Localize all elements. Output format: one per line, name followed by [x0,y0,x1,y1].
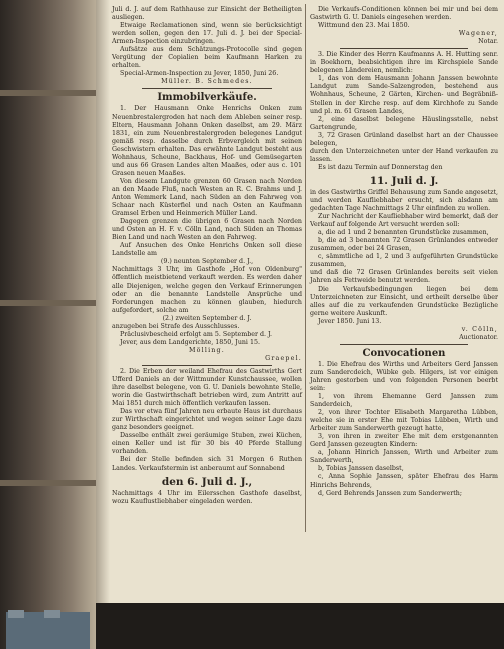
text-paragraph: Zur Nachricht der Kaufliebhaber wird bemerkt, daß der Verkauf auf folgende Art versucht werden soll: [310,213,498,229]
text-paragraph: Jever 1850. Juni 13. [318,317,382,325]
text-paragraph: 3, von ihren in zweiter Ehe mit dem erstgenannten Gerd Janssen gezeugten Kindern: [310,433,498,449]
text-paragraph: 1. Die Ehefrau des Wirths und Arbeiters Gerd Janssen zum Sandercdeich, Wübke geb. Hilgers, ist vor einigen Jahren gestorben und von folgenden Personen beerbt sein: [310,360,498,392]
separator-rule [340,48,468,49]
folder-tab [8,610,24,618]
text-paragraph: a, Johann Hinrich Janssen, Wirth und Arbeiter zum Sanderwerth, [310,449,498,465]
folder-tab [44,610,60,618]
text-paragraph: v. Cölln, [461,325,498,333]
text-paragraph: 1, von ihrem Ehemanne Gerd Janssen zum Sanderdeich, [310,393,498,409]
text-paragraph: 2, eine daselbst belegene Häuslingsstelle, nebst Gartengrunde, [310,115,498,131]
newspaper-page [96,0,504,649]
column-divider [305,4,306,532]
text-paragraph: Bei der Stelle befinden sich 31 Morgen 6 Ruthen Landes. Verkaufstermin ist anberaumt auf Sonnabend [112,456,302,472]
text-paragraph: (9.) neunten September d. J., [160,258,254,266]
text-paragraph: Präclusivbescheid erfolgt am 5. September d. J. [120,330,273,338]
book-spine [0,0,96,649]
text-paragraph: Juli d. J. auf dem Rathhause zur Einsicht der Betheiligten ausliegen. [112,6,302,22]
text-paragraph: Aufsätze aus dem Schätzungs-Protocolle sind gegen Vergütung der Copialien beim Kaufmann Harken zu erhalten. [112,46,302,70]
text-paragraph: 3. Die Kinder des Herrn Kaufmanns A. H. Hutting senr. in Boekhorn, beabsichtigen ihre im Kirchspiele Sande belegenen Ländereien, nemlich: [310,51,498,75]
text-paragraph: Dagegen grenzen die übrigen 6 Grasen nach Norden und Osten an H. F. v. Cölln Land, nach Süden an Thomas Bien Land und nach Westen an den Fahrweg. [112,218,302,242]
text-paragraph: b, Tobias Janssen daselbst, [318,465,404,473]
text-paragraph: Special-Armen-Inspection zu Jever, 1850, Juni 26. [120,70,279,78]
text-paragraph: Das vor etwa fünf Jahren neu erbaute Haus ist durchaus zur Wirthschaft eingerichtet und wegen seiner Lage dazu ganz besonders geeignet. [112,408,302,432]
text-paragraph: in des Gastwirths Griffel Behausung zum Sande angesetzt, und werden Kaufliebhaber ersucht, sich alsdann am gedachten Tage Nachmittags 2 Uhr einfinden zu wollen. [310,188,498,213]
text-paragraph: und daß die 72 Grasen Grünlandes bereits seit vielen Jahren als Fettweide benutzt werden. [310,269,498,285]
separator-rule [142,88,272,89]
text-paragraph: (2.) zweiten September d. J. [162,314,252,322]
section-heading: den 6. Juli d. J., [161,475,253,488]
separator-rule [340,344,468,345]
text-paragraph: d, Gerd Behrends Janssen zum Sanderwerth; [318,489,462,497]
text-paragraph: Es ist dazu Termin auf Donnerstag den [318,163,443,171]
text-paragraph: Etwaige Reclamationen sind, wenn sie berücksichtigt werden sollen, gegen den 17. Juli d. J. bei der Special-Armen-Inspection einzubringen. [112,22,302,46]
scanner-background [96,603,504,649]
right-column [310,6,498,498]
text-paragraph: Jever, aus dem Landgerichte, 1850, Juni 15. [120,338,260,346]
text-paragraph: durch den Unterzeichneten unter der Hand verkaufen zu lassen. [310,147,498,163]
text-paragraph: c, Anna Sophie Janssen, später Ehefrau des Harm Hinrichs Behrends, [310,473,498,489]
text-paragraph: 3, 72 Grasen Grünland daselbst hart an der Chaussee belegen, [310,131,498,147]
text-paragraph: Auctionator. [459,333,498,341]
separator-rule [142,365,272,366]
text-paragraph: Wittmund den 23. Mai 1850. [318,22,410,30]
text-paragraph: anzugeben bei Strafe des Ausschlusses. [112,322,240,330]
text-paragraph: Notar. [478,38,498,46]
text-paragraph: Von diesem Landgute grenzen 60 Grasen nach Norden an den Maade Fluß, nach Westen an R. C. Brahms und J. Anton Wemmerk Land, nach Süden an den Fahrweg von Schaar nach Küsterfiel und nach Osten an Kaufmann Gramsel Erben und Heinmerich Müller Land. [112,177,302,218]
left-column [112,6,302,506]
text-paragraph: a, die ad 1 und 2 benannten Grundstücke zusammen, [318,229,489,237]
text-paragraph: Die Verkaufsbedingungen liegen bei dem Unterzeichneten zur Einsicht, und ertheilt derselbe über alles auf die zu verkaufenden Grundstücke Bezügliche gerne weitere Auskunft. [310,285,498,317]
text-paragraph: 1, das von dem Hausmann Johann Janssen bewohnte Landgut zum Sande-Salzengroden, bestehend aus Wohnhaus, Scheune, 2 Gärten, Kirchen- und Begräbniß-Stellen in der Kirche resp. auf dem Kirchhofe zu Sande und pl. m. 61 Grasen Landes, [310,75,498,115]
text-paragraph: Auf Ansuchen des Onke Henrichs Onken soll diese Landstelle am [112,242,302,258]
text-paragraph: 2, von ihrer Tochter Elisabeth Margaretha Lübben, welche sie in erster Ehe mit Tobias Lübben, Wirth und Arbeiter zum Sanderwerth gezeugt hatte, [310,409,498,433]
section-heading: Immobilverkäufe. [157,92,257,104]
text-paragraph: Nachmittags 3 Uhr, im Gasthofe „Hof von Oldenburg" öffentlich meistbietend verkauft werden. Es werden daher alle Diejenigen, welche gegen den Verkauf Erinnerungen oder an die benannte Landstelle Ansprüche und Forderungen machen zu können glauben, hiedurch aufgefordert, solche am [112,266,302,314]
text-paragraph: Müller. B. Schmedes. [161,78,253,86]
section-heading: 11. Juli d. J. [369,174,439,187]
text-paragraph: Mölling. [189,346,225,354]
text-paragraph: Wagener, [458,30,498,38]
text-paragraph: c, sämmtliche ad 1, 2 und 3 aufgeführten Grundstücke zusammen, [310,253,498,269]
text-paragraph: 2. Die Erben der weiland Ehefrau des Gastwirths Gert Ufferd Daniels an der Wittmunder Kunstchaussee, wollen ihre daselbst belegene, von G. U. Daniels bewohnte Stelle, worin die Gastwirthschaft betrieben wird, zum Antritt auf Mai 1851 durch mich öffentlich verkaufen lassen. [112,367,302,408]
text-paragraph: 1. Der Hausmann Onke Henrichs Onken zum Neuenbrestalergroden hat nach dem Ableben seiner resp. Eltern, Hausmann Johann Onken daselbst, am 29. März 1831, ein zum Neuenbrestalergroden belegenes Landgut gemäß resp. dasselbe durch Erbvergleich mit seinen Geschwistern erhalten. Das erwähnte Landgut besteht aus Wohnhaus, Scheune, Backhaus, Hof- und Gemüsegarten und aus 66 Grasen Landes alten Maaßes, oder aus c. 101 Grasen neuen Maaßes. [112,105,302,177]
text-paragraph: Graepel. [265,354,302,362]
text-paragraph: Die Verkaufs-Conditionen können bei mir und bei dem Gastwirth G. U. Daniels eingesehen werden. [310,6,498,22]
text-paragraph: b, die ad 3 benannten 72 Grasen Grünlandes entweder zusammen, oder bei 24 Grasen, [310,237,498,253]
section-heading: Convocationen [362,347,446,359]
text-paragraph: Dasselbe enthält zwei geräumige Stuben, zwei Küchen, einen Keller und ist für 30 bis 40 Pferde Stallung vorhanden. [112,432,302,456]
text-paragraph: Nachmittags 4 Uhr im Eilersschen Gasthofe daselbst, wozu Kauflustliebhaber eingeladen werden. [112,489,302,505]
